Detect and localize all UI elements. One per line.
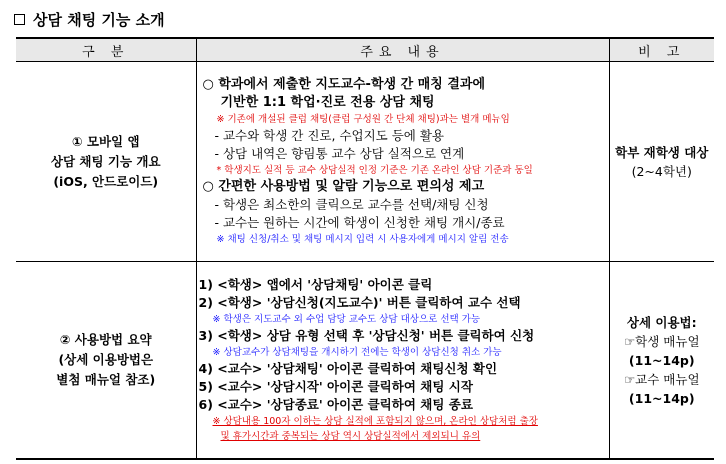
table-row [16, 262, 714, 460]
content-line: ○ 학과에서 제출한 지도교수-학생 간 매칭 결과에 [202, 77, 485, 92]
row2-note-line: 상세 이용법: [626, 314, 697, 330]
row2-category-line: ② 사용방법 요약 [59, 332, 152, 347]
step-line: 5) <교수> '상담시작' 아이콘 클릭하여 채팅 시작 [198, 379, 473, 394]
step-note: ※ 상담교수가 상담채팅을 개시하기 전에는 학생이 상담신청 취소 가능 [212, 347, 502, 358]
section-title [14, 6, 165, 32]
header-content: 주요 내용 [196, 38, 609, 62]
step-note: ※ 학생은 지도교수 외 수업 담당 교수도 상담 대상으로 선택 가능 [212, 314, 481, 325]
header-note: 비 고 [609, 38, 714, 62]
content-line: - 학생은 최소한의 클릭으로 교수를 선택/채팅 신청 [214, 197, 489, 212]
step-line: 1) <학생> 앱에서 '상담채팅' 아이콘 클릭 [198, 277, 433, 292]
table-row [16, 62, 714, 262]
row2-content [196, 262, 609, 460]
content-note: ※ 기존에 개설된 클럽 채팅(클럽 구성원 간 단체 채팅)과는 별개 메뉴임 [216, 114, 510, 125]
row2-category-line: (상세 이용방법은 [58, 352, 154, 367]
content-note: * 학생지도 실적 등 교수 상담실적 인정 기준은 기존 온라인 상담 기준과 동일 [216, 165, 533, 176]
row1-note [609, 62, 714, 262]
row1-content [196, 62, 609, 262]
row2-category-line: 별첨 매뉴얼 참조) [56, 372, 156, 387]
row2-note-line: (11~14p) [628, 352, 695, 368]
content-line: - 교수와 학생 간 진로, 수업지도 등에 활용 [214, 128, 444, 143]
step-line: 3) <학생> 상담 유형 선택 후 '상담신청' 버튼 클릭하여 신청 [198, 328, 535, 343]
row1-note-line: 학부 재학생 대상 [615, 144, 709, 160]
content-line: - 교수는 원하는 시간에 학생이 신청한 채팅 개시/종료 [214, 215, 505, 230]
table-header-row [16, 38, 714, 62]
row2-note-line: (11~14p) [628, 390, 695, 406]
header-category: 구 분 [16, 38, 196, 62]
step-warning: 및 휴가시간과 중복되는 상담 역시 상담실적에서 제외되니 유의 [220, 431, 481, 442]
student-manual-link: ☞학생 매뉴얼 [623, 333, 700, 349]
checkbox-icon [14, 14, 25, 25]
step-warning: ※ 상담내용 100자 이하는 상담 실적에 포함되지 않으며, 온라인 상담처럼 출장 [212, 416, 538, 427]
step-line: 4) <교수> '상담채팅' 아이콘 클릭하여 채팅신청 확인 [198, 361, 498, 376]
row1-category-line: 상담 채팅 기능 개요 [50, 153, 161, 169]
content-line: - 상담 내역은 향림통 교수 상담 실적으로 연계 [214, 146, 465, 161]
row1-note-line: (2~4학년) [631, 163, 692, 179]
content-line: ○ 간편한 사용방법 및 알람 기능으로 편의성 제고 [202, 179, 485, 194]
row1-category-line: ① 모바일 앱 [71, 133, 140, 149]
professor-manual-link: ☞교수 매뉴얼 [623, 371, 700, 387]
row1-category-line: (iOS, 안드로이드) [53, 173, 159, 189]
row1-category [16, 62, 196, 262]
row2-category [16, 262, 196, 460]
content-line: 기반한 1:1 학업·진로 전용 상담 채팅 [220, 95, 435, 110]
step-line: 6) <교수> '상담종료' 아이콘 클릭하여 채팅 종료 [198, 397, 473, 412]
row2-note [609, 262, 714, 460]
content-note: ※ 채팅 신청/취소 및 채팅 메시지 입력 시 사용자에게 메시지 알림 전송 [216, 234, 509, 245]
feature-table [16, 37, 714, 460]
step-line: 2) <학생> '상담신청(지도교수)' 버튼 클릭하여 교수 선택 [198, 295, 521, 310]
section-title-text: 상담 채팅 기능 소개 [33, 10, 165, 29]
